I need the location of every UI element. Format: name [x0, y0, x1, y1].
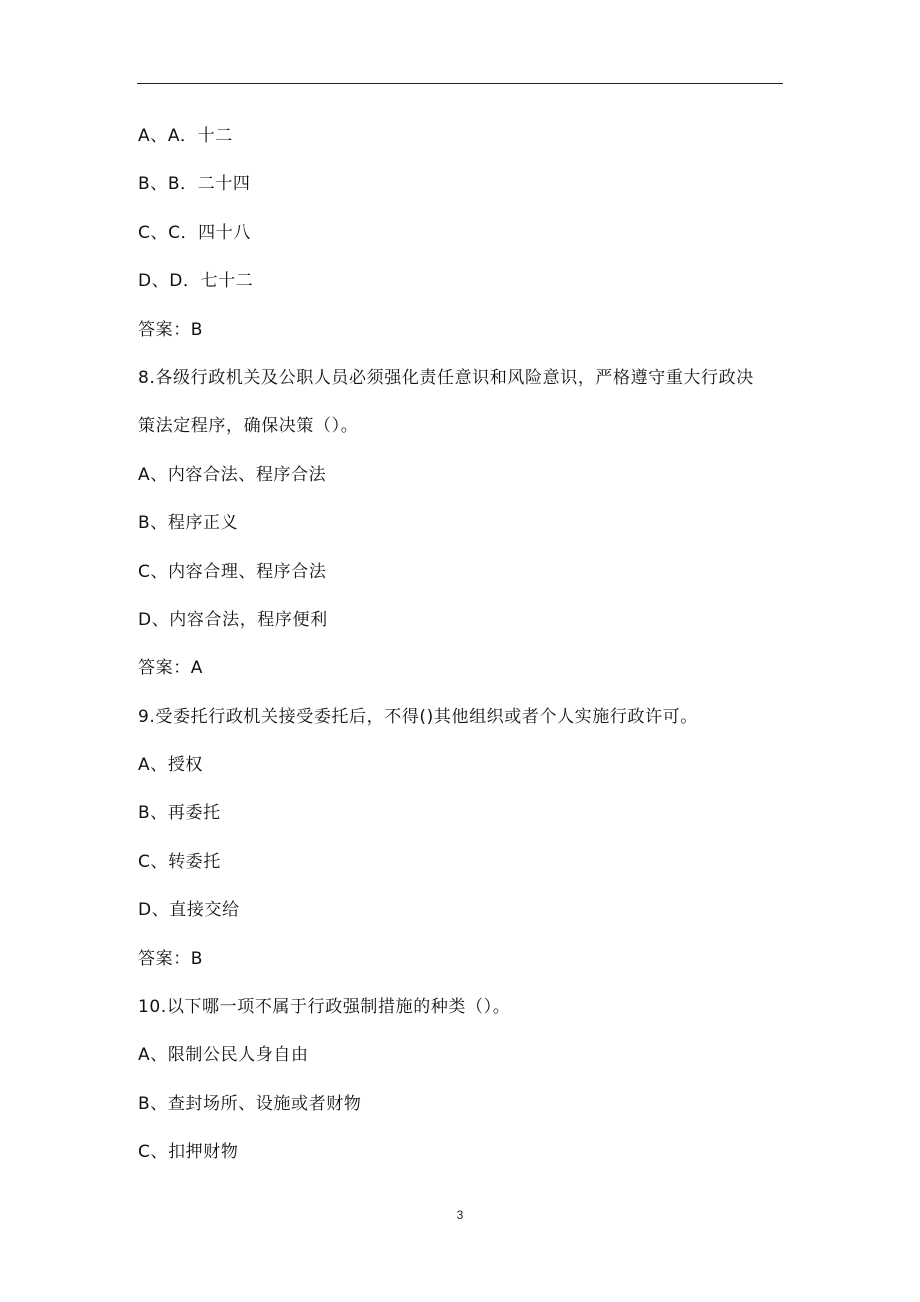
- option-d-q7: D、D．七十二: [138, 271, 254, 292]
- option-a-q10: A、限制公民人身自由: [138, 1045, 309, 1066]
- option-a-q8: A、内容合法、程序合法: [138, 464, 327, 485]
- question-10: 10.以下哪一项不属于行政强制措施的种类（）。: [138, 997, 511, 1018]
- question-9: 9.受委托行政机关接受委托后，不得()其他组织或者个人实施行政许可。: [138, 706, 698, 727]
- option-c-q8: C、内容合理、程序合法: [138, 561, 327, 582]
- answer-q9: 答案：B: [138, 948, 204, 969]
- option-d-q9: D、直接交给: [138, 900, 240, 921]
- option-a-q7: A、A．十二: [138, 126, 233, 146]
- document-content: [138, 112, 788, 1177]
- option-b-q9: B、再委托: [138, 803, 221, 824]
- option-b-q7: B、B．二十四: [138, 174, 251, 195]
- option-c-q9: C、转委托: [138, 851, 221, 872]
- option-b-q8: B、程序正义: [138, 513, 239, 534]
- answer-q8: 答案：A: [138, 658, 204, 679]
- option-c-q7: C、C．四十八: [138, 222, 251, 243]
- header-rule: [137, 83, 783, 84]
- option-b-q10: B、查封场所、设施或者财物: [138, 1093, 362, 1114]
- page-number: 3: [456, 1208, 464, 1222]
- answer-q7: 答案：B: [138, 319, 204, 340]
- option-d-q8: D、内容合法，程序便利: [138, 609, 328, 630]
- question-8-line-2: 策法定程序，确保决策（）。: [138, 416, 359, 437]
- option-a-q9: A、授权: [138, 755, 204, 776]
- option-c-q10: C、扣押财物: [138, 1142, 239, 1163]
- question-8-line-1: 8.各级行政机关及公职人员必须强化责任意识和风险意识，严格遵守重大行政决: [138, 367, 754, 388]
